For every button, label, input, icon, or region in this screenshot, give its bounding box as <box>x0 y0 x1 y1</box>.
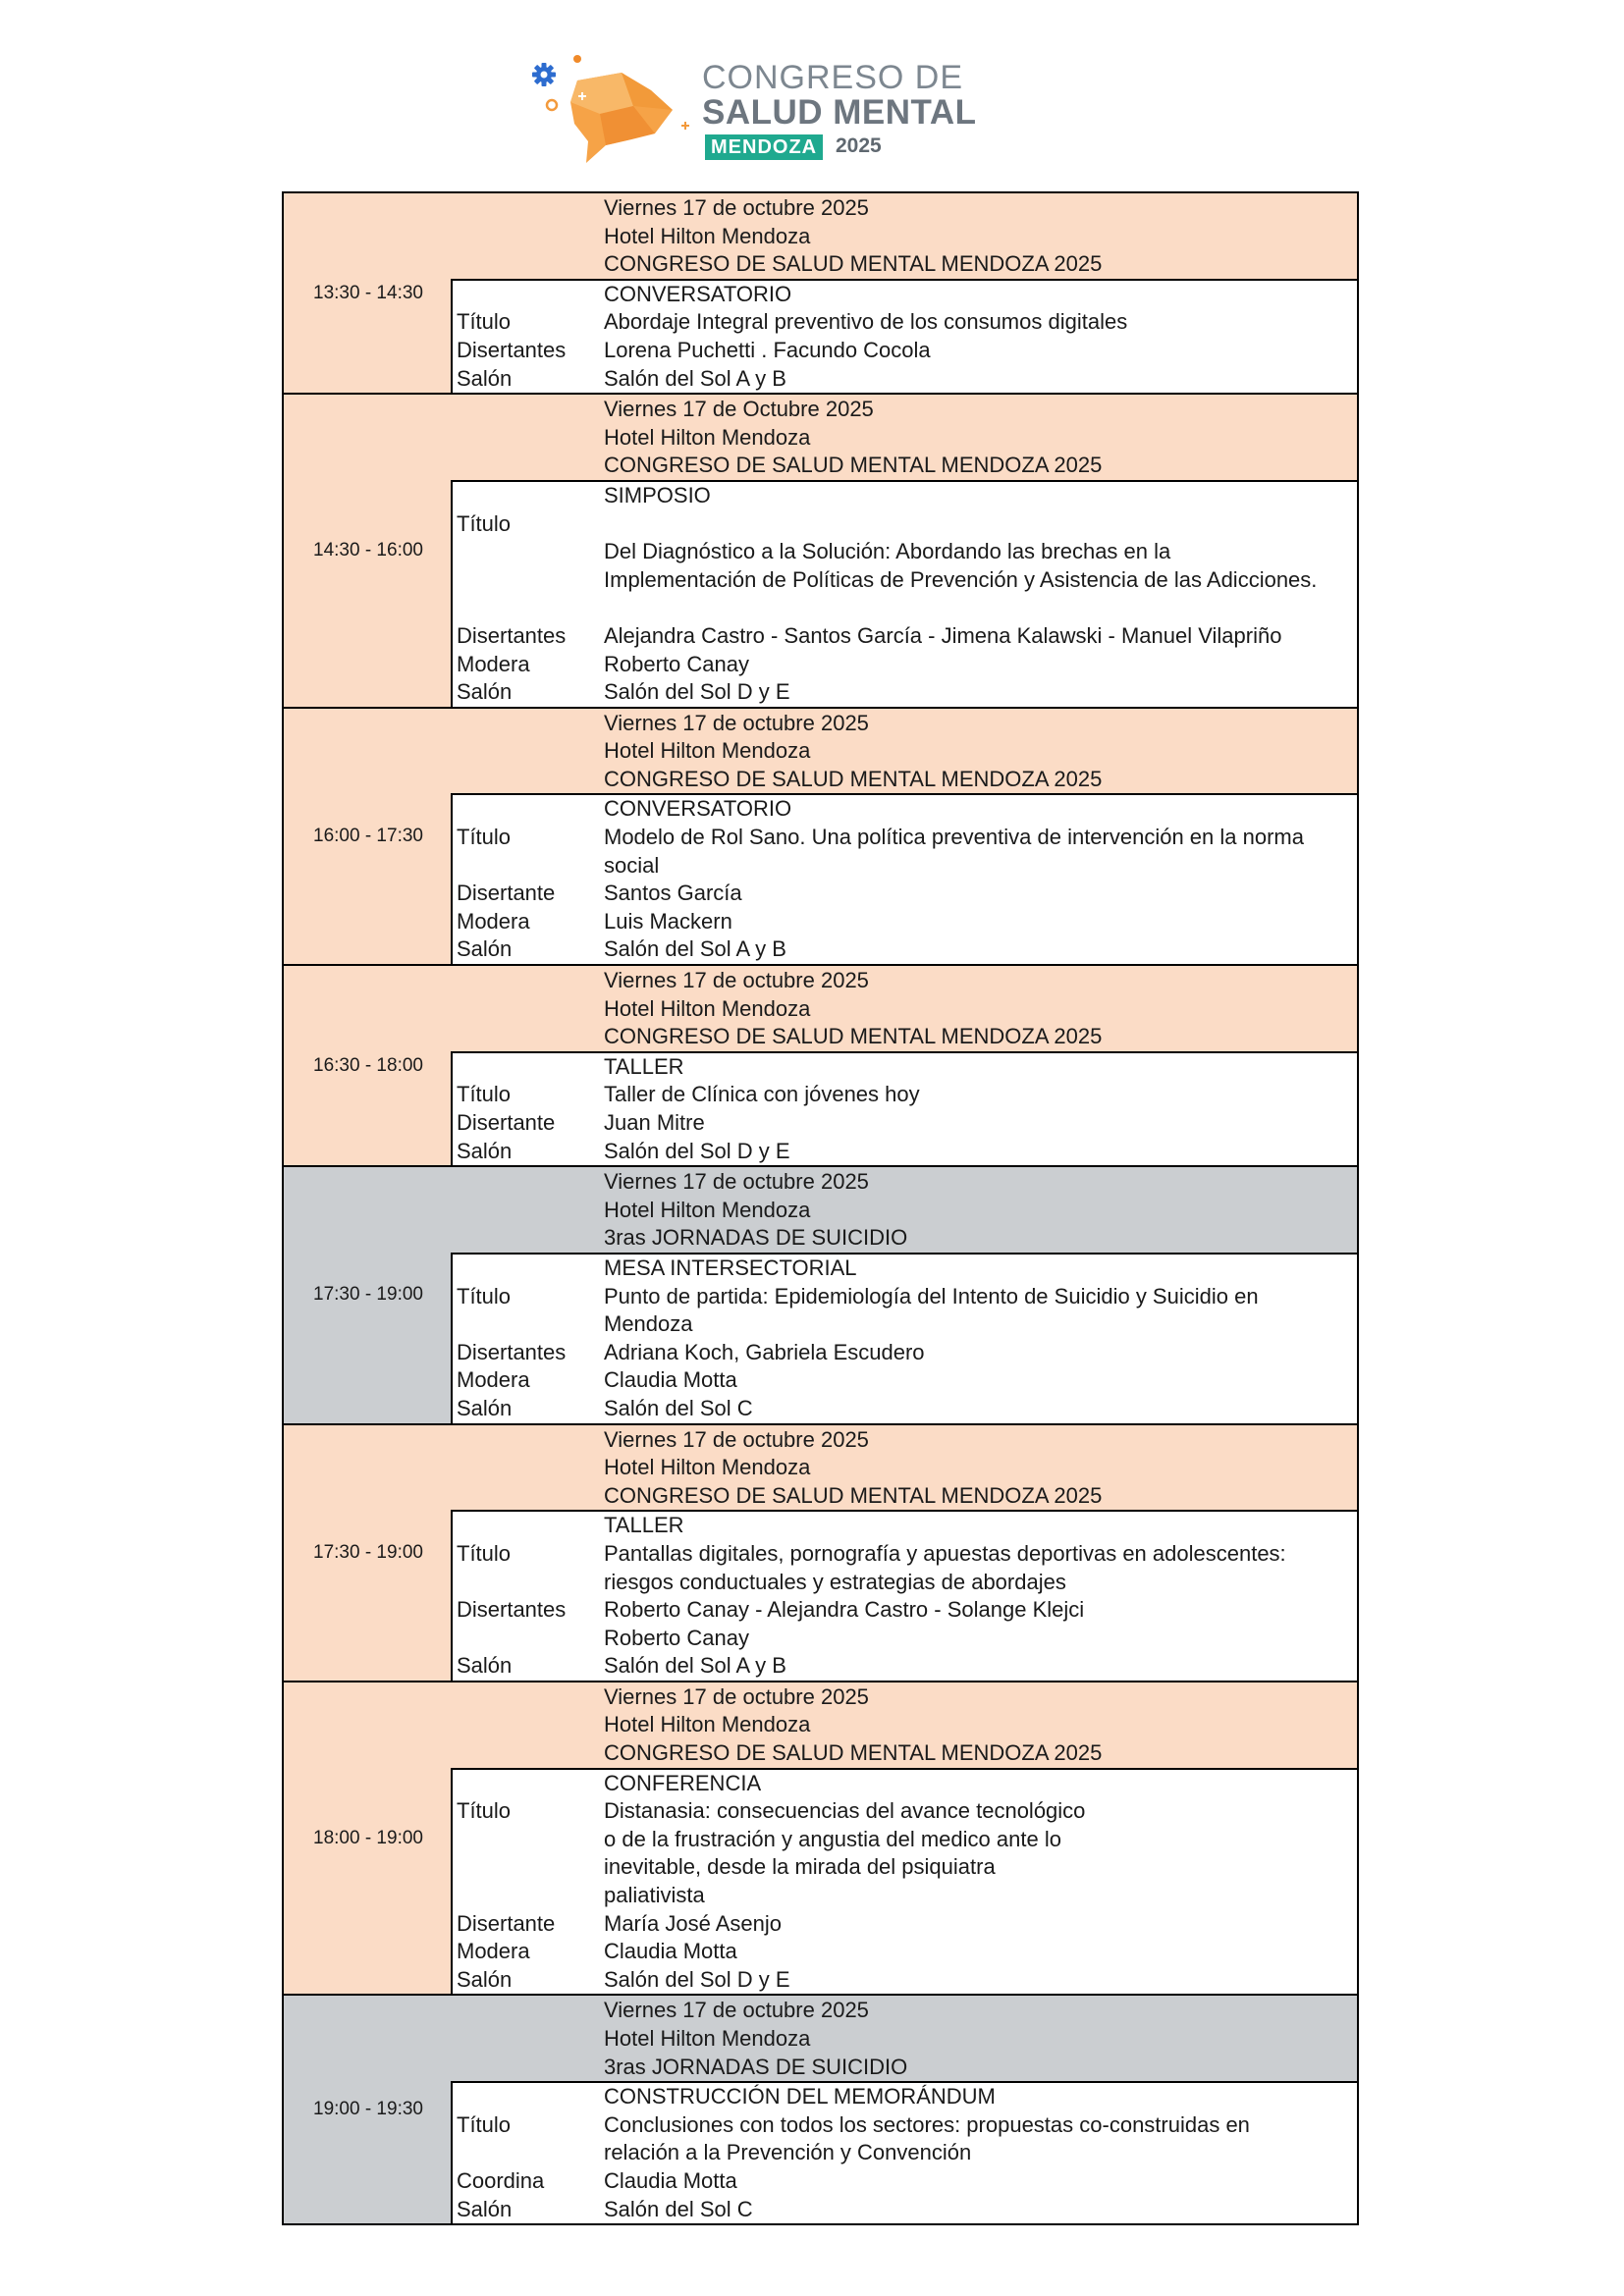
row-value <box>604 1395 1357 1423</box>
session-venue: Hotel Hilton Mendoza <box>604 995 811 1021</box>
row-value <box>604 2167 1357 2196</box>
row-value <box>604 308 1357 337</box>
row-label: Salón <box>457 2196 513 2221</box>
session-venue: Hotel Hilton Mendoza <box>604 1197 811 1222</box>
row-value-line: Roberto Canay - Alejandra Castro - Solange Klejci <box>604 1597 1085 1623</box>
row-value-line <box>604 510 1357 539</box>
row-value <box>604 824 1357 880</box>
session-time: 19:00 - 19:30 <box>313 2099 423 2120</box>
session-event: CONGRESO DE SALUD MENTAL MENDOZA 2025 <box>604 1024 1103 1049</box>
row-label: Título <box>457 825 512 850</box>
row-value-line: paliativista <box>604 1883 705 1908</box>
row-value <box>604 622 1357 651</box>
row-value <box>604 880 1357 908</box>
row-value-line: Claudia Motta <box>604 1367 737 1393</box>
logo-city-badge: MENDOZA <box>705 134 823 160</box>
congress-logo <box>525 51 977 167</box>
session-header <box>604 1996 1357 2081</box>
row-value <box>604 1339 1357 1367</box>
row-label: Salón <box>457 679 513 705</box>
row-value-line: Roberto Canay <box>604 651 749 676</box>
row-value-line <box>604 594 1357 622</box>
detail-row <box>453 1596 1357 1652</box>
detail-row <box>453 2196 1357 2224</box>
session-date: Viernes 17 de Octubre 2025 <box>604 397 874 422</box>
detail-row <box>453 1938 1357 1966</box>
session-block <box>284 964 1357 1165</box>
session-details <box>451 279 1357 393</box>
row-value-line: Claudia Motta <box>604 1939 737 1964</box>
session-event: CONGRESO DE SALUD MENTAL MENDOZA 2025 <box>604 251 1103 277</box>
detail-row <box>453 510 1357 622</box>
session-venue: Hotel Hilton Mendoza <box>604 738 811 764</box>
detail-row <box>453 1797 1357 1909</box>
session-header <box>604 193 1357 279</box>
schedule-table <box>282 191 1359 2225</box>
row-label: Disertantes <box>457 622 567 648</box>
session-date: Viernes 17 de octubre 2025 <box>604 710 869 735</box>
row-label: Disertante <box>457 1910 556 1936</box>
row-label: Título <box>457 510 512 536</box>
row-value-line: riesgos conductuales y estrategias de abordajes <box>604 1569 1066 1594</box>
session-block <box>284 1165 1357 1422</box>
row-label: Título <box>457 309 512 335</box>
session-time: 17:30 - 19:00 <box>313 1284 423 1306</box>
session-type: CONFERENCIA <box>604 1770 762 1795</box>
row-value-line: Salón del Sol D y E <box>604 679 790 705</box>
session-header <box>604 395 1357 480</box>
session-event: CONGRESO DE SALUD MENTAL MENDOZA 2025 <box>604 453 1103 478</box>
row-label: Modera <box>457 908 530 934</box>
session-venue: Hotel Hilton Mendoza <box>604 424 811 450</box>
row-value-line: Adriana Koch, Gabriela Escudero <box>604 1339 925 1364</box>
row-label: Título <box>457 1283 512 1308</box>
row-value <box>604 1938 1357 1966</box>
row-value <box>604 2111 1357 2167</box>
row-value-line: Mendoza <box>604 1311 693 1337</box>
row-value-line: Alejandra Castro - Santos García - Jimena Kalawski - Manuel Vilapriño <box>604 622 1282 648</box>
session-header <box>604 1682 1357 1768</box>
session-event: CONGRESO DE SALUD MENTAL MENDOZA 2025 <box>604 1482 1103 1508</box>
row-value <box>604 1540 1357 1596</box>
row-value <box>604 1109 1357 1138</box>
detail-row <box>453 824 1357 880</box>
row-value-line: Salón del Sol C <box>604 2196 753 2221</box>
row-value-line: María José Asenjo <box>604 1910 782 1936</box>
row-label: Disertantes <box>457 337 567 362</box>
session-type: SIMPOSIO <box>604 482 711 507</box>
row-label: Disertantes <box>457 1339 567 1364</box>
session-type: MESA INTERSECTORIAL <box>604 1255 857 1280</box>
session-time: 16:30 - 18:00 <box>313 1054 423 1076</box>
row-label: Título <box>457 1798 512 1824</box>
row-value-line: Taller de Clínica con jóvenes hoy <box>604 1082 920 1107</box>
row-label: Título <box>457 1540 512 1566</box>
detail-row <box>453 1339 1357 1367</box>
detail-row <box>453 622 1357 651</box>
detail-row <box>453 908 1357 936</box>
row-label: Salón <box>457 1966 513 1992</box>
session-event: CONGRESO DE SALUD MENTAL MENDOZA 2025 <box>604 1740 1103 1766</box>
session-venue: Hotel Hilton Mendoza <box>604 223 811 248</box>
detail-row <box>453 1109 1357 1138</box>
row-label: Disertante <box>457 1110 556 1135</box>
row-label: Modera <box>457 1367 530 1393</box>
row-value <box>604 651 1357 679</box>
row-value <box>604 2196 1357 2224</box>
session-date: Viernes 17 de octubre 2025 <box>604 1169 869 1195</box>
detail-row <box>453 1138 1357 1166</box>
row-label: Salón <box>457 1138 513 1163</box>
row-value-line: Salón del Sol A y B <box>604 365 786 391</box>
detail-row <box>453 651 1357 679</box>
row-label: Título <box>457 2111 512 2137</box>
detail-row <box>453 1910 1357 1939</box>
row-value-line: Roberto Canay <box>604 1625 749 1650</box>
logo-year: 2025 <box>836 134 882 157</box>
row-label: Salón <box>457 936 513 962</box>
row-label: Modera <box>457 1939 530 1964</box>
row-label: Modera <box>457 651 530 676</box>
row-value-line: social <box>604 852 660 878</box>
row-value-line: Implementación de Políticas de Prevención y Asistencia de las Adicciones. <box>604 566 1318 592</box>
session-date: Viernes 17 de octubre 2025 <box>604 195 869 220</box>
row-label: Salón <box>457 1395 513 1420</box>
detail-row <box>453 1652 1357 1681</box>
row-value-line: Juan Mitre <box>604 1110 705 1135</box>
session-time: 17:30 - 19:00 <box>313 1541 423 1563</box>
row-value <box>604 1596 1357 1652</box>
session-type: TALLER <box>604 1513 684 1538</box>
session-event: 3ras JORNADAS DE SUICIDIO <box>604 1225 908 1251</box>
session-type: CONSTRUCCIÓN DEL MEMORÁNDUM <box>604 2084 996 2109</box>
detail-row <box>453 678 1357 707</box>
session-block <box>284 1423 1357 1681</box>
row-value <box>604 1138 1357 1166</box>
session-type: CONVERSATORIO <box>604 796 792 822</box>
row-value <box>604 337 1357 365</box>
row-value <box>604 1797 1357 1909</box>
row-value-line: Santos García <box>604 881 742 906</box>
row-value <box>604 935 1357 964</box>
detail-row <box>453 880 1357 908</box>
session-date: Viernes 17 de octubre 2025 <box>604 968 869 993</box>
row-value <box>604 678 1357 707</box>
session-venue: Hotel Hilton Mendoza <box>604 1712 811 1737</box>
row-value-line: inevitable, desde la mirada del psiquiatra <box>604 1854 996 1880</box>
row-value <box>604 1652 1357 1681</box>
session-time: 13:30 - 14:30 <box>313 282 423 303</box>
session-date: Viernes 17 de octubre 2025 <box>604 1426 869 1452</box>
row-value <box>604 365 1357 394</box>
brain-logo-icon <box>525 51 692 167</box>
row-value <box>604 1081 1357 1109</box>
row-value-line: Salón del Sol D y E <box>604 1966 790 1992</box>
row-value <box>604 1283 1357 1339</box>
session-time: 14:30 - 16:00 <box>313 539 423 561</box>
row-label: Coordina <box>457 2167 545 2193</box>
session-header <box>604 1425 1357 1511</box>
detail-row <box>453 365 1357 394</box>
row-value-line: Distanasia: consecuencias del avance tecnológico <box>604 1798 1086 1824</box>
session-header <box>604 709 1357 794</box>
row-value <box>604 510 1357 622</box>
session-venue: Hotel Hilton Mendoza <box>604 2026 811 2051</box>
row-value-line: Salón del Sol C <box>604 1395 753 1420</box>
row-value <box>604 1910 1357 1939</box>
session-details <box>451 793 1357 964</box>
detail-row <box>453 1366 1357 1395</box>
session-details <box>451 1510 1357 1681</box>
detail-row <box>453 1395 1357 1423</box>
session-header <box>604 966 1357 1051</box>
session-block <box>284 193 1357 393</box>
logo-title-line1: CONGRESO DE <box>702 59 964 96</box>
row-label: Disertante <box>457 881 556 906</box>
row-value <box>604 1966 1357 1995</box>
session-event: 3ras JORNADAS DE SUICIDIO <box>604 2054 908 2079</box>
row-label: Salón <box>457 365 513 391</box>
row-value-line: Abordaje Integral preventivo de los consumos digitales <box>604 309 1128 335</box>
session-venue: Hotel Hilton Mendoza <box>604 1455 811 1480</box>
session-type: CONVERSATORIO <box>604 281 792 306</box>
session-header <box>604 1167 1357 1253</box>
session-details <box>451 1253 1357 1423</box>
row-value-line: Salón del Sol D y E <box>604 1138 790 1163</box>
row-label: Título <box>457 1082 512 1107</box>
session-block <box>284 1994 1357 2223</box>
row-value-line: Salón del Sol A y B <box>604 936 786 962</box>
session-date: Viernes 17 de octubre 2025 <box>604 1998 869 2023</box>
session-details <box>451 2081 1357 2223</box>
row-value <box>604 908 1357 936</box>
session-block <box>284 707 1357 964</box>
detail-row <box>453 1283 1357 1339</box>
detail-row <box>453 1540 1357 1596</box>
row-label: Disertantes <box>457 1597 567 1623</box>
row-value-line: relación a la Prevención y Convención <box>604 2140 972 2165</box>
detail-row <box>453 935 1357 964</box>
session-time: 18:00 - 19:00 <box>313 1827 423 1848</box>
row-value <box>604 1366 1357 1395</box>
row-value-line: Claudia Motta <box>604 2167 737 2193</box>
row-value-line: Conclusiones con todos los sectores: propuestas co-construidas en <box>604 2111 1250 2137</box>
detail-row <box>453 308 1357 337</box>
row-value-line: Lorena Puchetti . Facundo Cocola <box>604 337 931 362</box>
detail-row <box>453 1966 1357 1995</box>
detail-row <box>453 1081 1357 1109</box>
session-block <box>284 1681 1357 1995</box>
row-value-line: Luis Mackern <box>604 908 732 934</box>
session-details <box>451 1051 1357 1165</box>
session-date: Viernes 17 de octubre 2025 <box>604 1683 869 1709</box>
logo-title-line2: SALUD MENTAL <box>702 93 977 132</box>
session-event: CONGRESO DE SALUD MENTAL MENDOZA 2025 <box>604 766 1103 791</box>
session-time: 16:00 - 17:30 <box>313 825 423 846</box>
row-value-line: o de la frustración y angustia del medico ante lo <box>604 1826 1061 1851</box>
row-value-line: Punto de partida: Epidemiología del Intento de Suicidio y Suicidio en <box>604 1283 1259 1308</box>
session-type: TALLER <box>604 1053 684 1079</box>
row-value-line: Pantallas digitales, pornografía y apuestas deportivas en adolescentes: <box>604 1540 1286 1566</box>
session-block <box>284 393 1357 707</box>
detail-row <box>453 2167 1357 2196</box>
row-value-line: Salón del Sol A y B <box>604 1653 786 1679</box>
session-details <box>451 1768 1357 1995</box>
detail-row <box>453 337 1357 365</box>
row-value-line: Del Diagnóstico a la Solución: Abordando las brechas en la <box>604 539 1171 564</box>
row-value-line: Modelo de Rol Sano. Una política preventiva de intervención en la norma <box>604 825 1304 850</box>
detail-row <box>453 2111 1357 2167</box>
session-details <box>451 480 1357 707</box>
row-label: Salón <box>457 1653 513 1679</box>
